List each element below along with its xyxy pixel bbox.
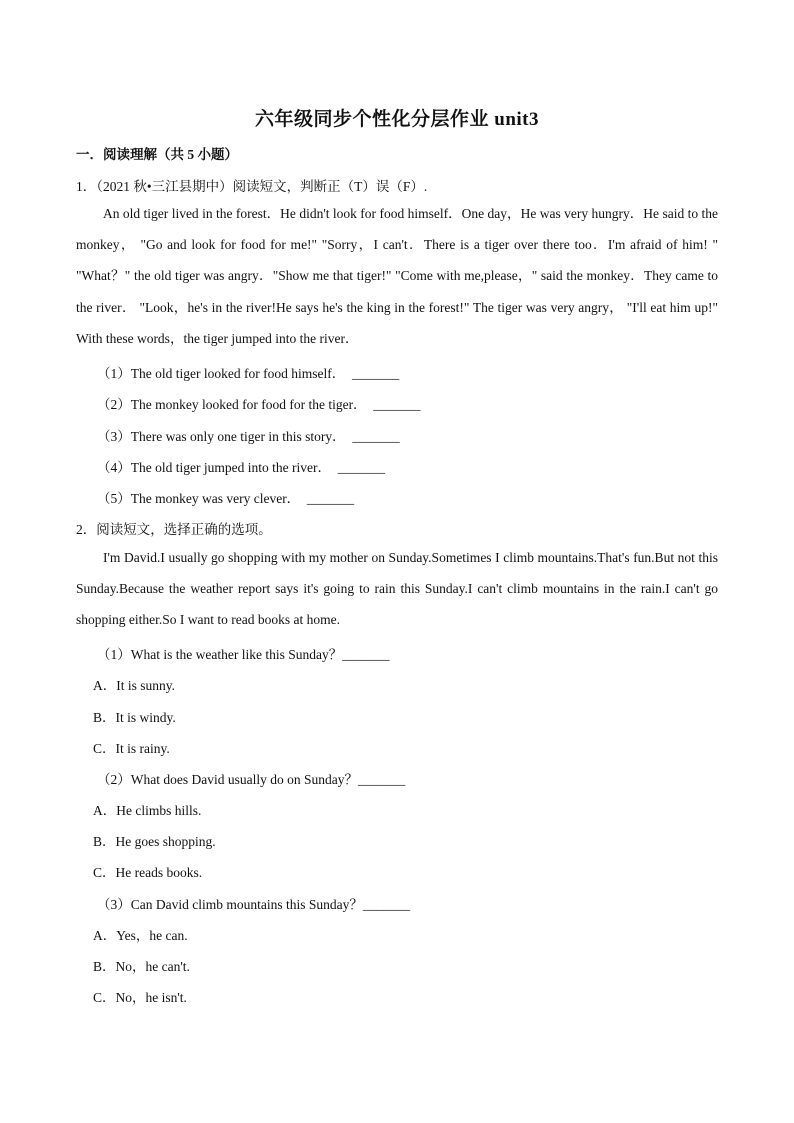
page-title: 六年级同步个性化分层作业 unit3 (255, 109, 539, 130)
question-2-sub-1: （1）What is the weather like this Sunday？_______ (97, 647, 390, 662)
question-2-sub-3-option-c: C．No，he isn't. (93, 990, 187, 1005)
question-2-sub-1-option-a: A．It is sunny. (93, 678, 176, 693)
question-1-heading: 1．（2021 秋•三江县期中）阅读短文，判断正（T）误（F）. (76, 179, 428, 194)
question-2-heading: 2．阅读短文，选择正确的选项。 (76, 522, 272, 537)
question-1-item-1: （1）The old tiger looked for food himself． _______ (97, 366, 400, 381)
question-2-sub-3: （3）Can David climb mountains this Sunday？_______ (97, 897, 411, 912)
question-2-passage: I'm David.I usually go shopping with my mother on Sunday.Sometimes I climb mountains.That's fun.But not this Sunday.Because the weather report says it's going to rain this Sunday.I can't climb mountains in the rain.I can't go shopping either.So I want to read books at home. (76, 550, 718, 628)
question-1-item-3: （3）There was only one tiger in this story． _______ (97, 429, 400, 444)
question-2-sub-3-option-b: B．No，he can't. (93, 959, 190, 974)
question-1-passage: An old tiger lived in the forest．He didn't look for food himself．One day，He was very hungry．He said to the monkey， "Go and look for food for me!" "Sorry，I can't．There is a tiger over there too．I'm afraid of him! " "What？" the old tiger was angry．"Show me that tiger!" "Come with me,please，" said the monkey．They came to the river． "Look，he's in the river!He says he's the king in the forest!" The tiger was very angry， "I'll eat him up!" With these words，the tiger jumped into the river． (76, 206, 718, 346)
question-2-sub-1-option-b: B．It is windy. (93, 710, 176, 725)
question-2-sub-2-option-c: C．He reads books. (93, 865, 203, 880)
question-2-sub-2: （2）What does David usually do on Sunday？_______ (97, 772, 406, 787)
question-1-item-2: （2）The monkey looked for food for the tiger． _______ (97, 397, 421, 412)
question-2-sub-2-option-a: A．He climbs hills. (93, 803, 202, 818)
question-2-sub-2-option-b: B．He goes shopping. (93, 834, 216, 849)
question-1-item-4: （4）The old tiger jumped into the river． _______ (97, 460, 385, 475)
question-2-sub-3-option-a: A．Yes，he can. (93, 928, 188, 943)
section-heading: 一．阅读理解（共 5 小题） (76, 147, 238, 162)
question-1-item-5: （5）The monkey was very clever． _______ (97, 491, 355, 506)
question-2-sub-1-option-c: C．It is rainy. (93, 741, 170, 756)
